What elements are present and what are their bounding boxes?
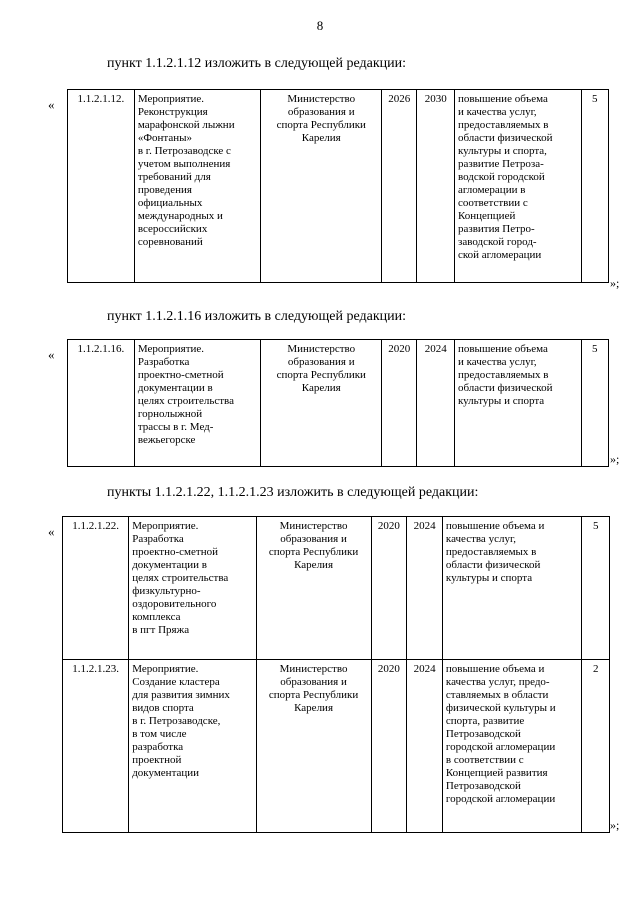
text-line: Разработка	[132, 533, 184, 545]
measure-result	[442, 517, 582, 660]
text-line: «Фонтаны»	[137, 132, 193, 144]
text-line: физкультурно-	[132, 585, 201, 597]
text-line: повышение объема и	[445, 663, 545, 675]
text-line: образования и	[287, 356, 355, 368]
text-line: в пгт Пряжа	[132, 624, 190, 636]
measure-code: 1.1.2.1.22.	[63, 517, 129, 660]
text-line: для развития зимних	[132, 689, 230, 701]
text-line: городской агломерации	[445, 741, 556, 753]
text-line: документации в	[132, 559, 208, 571]
text-line: Концепцией	[457, 210, 516, 222]
text-line: Министерство	[279, 663, 348, 675]
text-line: предоставляемых в	[457, 369, 549, 381]
year-start: 2020	[382, 340, 417, 467]
text-line: видов спорта	[132, 702, 194, 714]
text-line: качества услуг, предо-	[445, 676, 550, 688]
text-line: официальных	[137, 197, 203, 209]
text-line: области физической	[445, 559, 541, 571]
text-line: предоставляемых в	[445, 546, 537, 558]
text-line: Карелия	[301, 132, 341, 144]
measure-indicator: 5	[581, 90, 608, 283]
measure-event	[129, 660, 256, 833]
text-line: Мероприятие.	[132, 520, 199, 532]
year-start: 2020	[371, 517, 407, 660]
text-line: Мероприятие.	[137, 93, 205, 105]
measure-event	[134, 340, 261, 467]
text-line: проектно-сметной	[132, 546, 218, 558]
text-line: городской агломерации	[445, 793, 556, 805]
text-line: Петрозаводской	[445, 728, 521, 740]
text-line: горнолыжной	[137, 408, 203, 420]
measure-event	[129, 517, 256, 660]
text-line: трассы в г. Мед-	[137, 421, 214, 433]
measures-table	[62, 516, 610, 833]
close-quote: »;	[610, 276, 620, 290]
text-line: учетом выполнения	[137, 158, 231, 170]
text-line: и качества услуг,	[457, 106, 537, 118]
text-line: образования и	[280, 676, 347, 688]
text-line: развития Петро-	[457, 223, 535, 235]
section-heading: пункт 1.1.2.1.16 изложить в следующей редакции:	[107, 309, 406, 324]
text-line: Карелия	[294, 702, 334, 714]
text-line: Карелия	[294, 559, 334, 571]
section-heading: пункты 1.1.2.1.22, 1.1.2.1.23 изложить в следующей редакции:	[107, 485, 479, 500]
text-line: оздоровительного	[132, 598, 217, 610]
table-row	[63, 660, 610, 833]
measure-indicator: 5	[581, 340, 608, 467]
measures-table	[67, 339, 609, 467]
text-line: всероссийских	[137, 223, 208, 235]
table-row	[68, 90, 609, 283]
year-start: 2020	[371, 660, 407, 833]
measures-table	[67, 89, 609, 283]
text-line: агломерации в	[457, 184, 526, 196]
text-line: предоставляемых в	[457, 119, 549, 131]
text-line: документации в	[137, 382, 213, 394]
measure-executor	[256, 660, 371, 833]
text-line: области физической	[457, 132, 553, 144]
text-line: области физической	[457, 382, 553, 394]
table-row	[68, 340, 609, 467]
text-line: Петрозаводской	[445, 780, 521, 792]
open-quote: «	[48, 347, 55, 362]
close-quote: »;	[610, 818, 620, 832]
text-line: физической культуры и	[445, 702, 556, 714]
text-line: Министерство	[287, 343, 356, 355]
text-line: повышение объема	[457, 343, 548, 355]
text-line: Создание кластера	[132, 676, 220, 688]
text-line: Разработка	[137, 356, 190, 368]
open-quote: «	[48, 97, 55, 112]
measure-executor	[256, 517, 371, 660]
text-line: культуры и спорта	[445, 572, 533, 584]
text-line: повышение объема	[457, 93, 548, 105]
text-line: проектной	[132, 754, 182, 766]
measure-executor	[261, 90, 382, 283]
text-line: документации	[132, 767, 200, 779]
measure-result	[454, 340, 581, 467]
text-line: марафонской лыжни	[137, 119, 235, 131]
text-line: проведения	[137, 184, 192, 196]
text-line: и качества услуг,	[457, 356, 537, 368]
text-line: повышение объема и	[445, 520, 545, 532]
text-line: соревнований	[137, 236, 203, 248]
text-line: водской городской	[457, 171, 545, 183]
year-end: 2024	[407, 517, 443, 660]
measure-event	[134, 90, 261, 283]
text-line: Мероприятие.	[137, 343, 205, 355]
text-line: ской агломерации	[457, 249, 542, 261]
text-line: качества услуг,	[445, 533, 516, 545]
text-line: Мероприятие.	[132, 663, 199, 675]
page-number: 8	[316, 18, 324, 33]
text-line: спорта Республики	[268, 689, 359, 701]
text-line: соответствии с	[457, 197, 528, 209]
close-quote: »;	[610, 452, 620, 466]
measure-code: 1.1.2.1.16.	[68, 340, 135, 467]
year-start: 2026	[382, 90, 417, 283]
year-end: 2024	[407, 660, 443, 833]
text-line: в соответствии с	[445, 754, 524, 766]
measure-indicator: 5	[582, 517, 610, 660]
text-line: разработка	[132, 741, 184, 753]
text-line: культуры и спорта,	[457, 145, 547, 157]
text-line: Концепцией развития	[445, 767, 548, 779]
section-heading: пункт 1.1.2.1.12 изложить в следующей редакции:	[107, 56, 406, 71]
text-line: развитие Петроза-	[457, 158, 544, 170]
text-line: спорта Республики	[268, 546, 359, 558]
text-line: вежьегорске	[137, 434, 196, 446]
table-row	[63, 517, 610, 660]
measure-indicator: 2	[582, 660, 610, 833]
measure-result	[442, 660, 582, 833]
text-line: культуры и спорта	[457, 395, 545, 407]
text-line: комплекса	[132, 611, 181, 623]
text-line: в г. Петрозаводске с	[137, 145, 231, 157]
text-line: целях строительства	[137, 395, 234, 407]
measure-result	[454, 90, 581, 283]
text-line: спорта Республики	[276, 369, 366, 381]
text-line: заводской город-	[457, 236, 537, 248]
year-end: 2030	[417, 90, 454, 283]
measure-code: 1.1.2.1.23.	[63, 660, 129, 833]
text-line: образования и	[280, 533, 347, 545]
text-line: Карелия	[301, 382, 341, 394]
text-line: спорта, развитие	[445, 715, 525, 727]
open-quote: «	[48, 524, 55, 539]
year-end: 2024	[417, 340, 454, 467]
text-line: спорта Республики	[276, 119, 366, 131]
text-line: целях строительства	[132, 572, 229, 584]
measure-code: 1.1.2.1.12.	[68, 90, 135, 283]
text-line: ставляемых в области	[445, 689, 549, 701]
text-line: образования и	[287, 106, 355, 118]
text-line: в г. Петрозаводске,	[132, 715, 221, 727]
text-line: требований для	[137, 171, 211, 183]
text-line: Министерство	[279, 520, 348, 532]
text-line: проектно-сметной	[137, 369, 224, 381]
text-line: международных и	[137, 210, 223, 222]
text-line: в том числе	[132, 728, 187, 740]
measure-executor	[261, 340, 382, 467]
text-line: Министерство	[287, 93, 356, 105]
text-line: Реконструкция	[137, 106, 208, 118]
